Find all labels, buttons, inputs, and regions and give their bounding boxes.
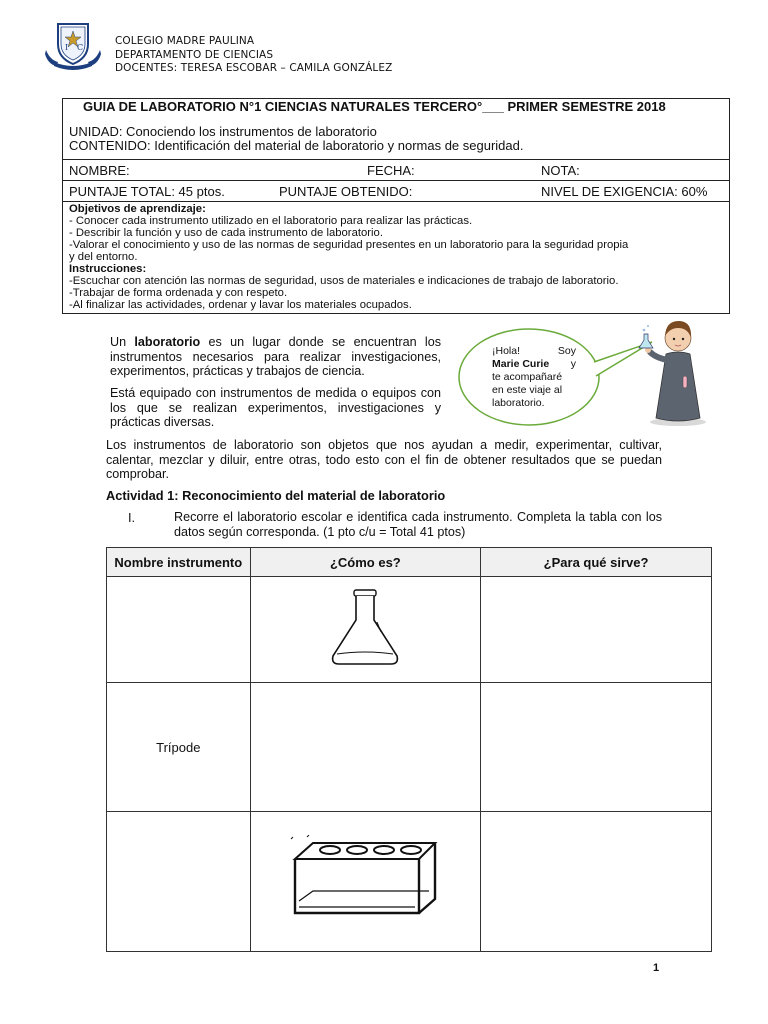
objectives-title: Objetivos de aprendizaje: — [69, 203, 206, 215]
header-purpose: ¿Para qué sirve? — [481, 548, 712, 577]
total-score: PUNTAJE TOTAL: 45 ptos. — [69, 184, 225, 199]
instructions-title: Instrucciones: — [69, 263, 147, 275]
table-row — [107, 812, 712, 952]
instrument-use-cell[interactable] — [481, 812, 712, 952]
bubble-soy: Soy — [557, 345, 576, 357]
bubble-name: Marie Curie — [492, 358, 550, 370]
objective-item: y del entorno. — [69, 251, 138, 263]
guide-header-box — [62, 98, 730, 314]
instrument-image-cell — [250, 683, 481, 812]
intro-paragraph-1: Un laboratorio es un lugar donde se encuentran los instrumentos necesarios para realizar investigaciones, experimentos, prácticas y trabajos de ciencia. — [110, 335, 441, 378]
instrument-name-cell[interactable] — [107, 812, 251, 952]
test-tube-rack-image — [250, 812, 481, 952]
guide-title: GUIA DE LABORATORIO N°1 CIENCIAS NATURALES TERCERO°___ PRIMER SEMESTRE 2018 — [83, 99, 666, 114]
header-name: Nombre instrumento — [107, 548, 251, 577]
school-name: COLEGIO MADRE PAULINA — [115, 35, 255, 47]
grade-field[interactable]: NOTA: — [541, 163, 580, 178]
objective-item: - Conocer cada instrumento utilizado en el laboratorio para realizar las prácticas. — [69, 215, 473, 227]
bubble-line-5: laboratorio. — [492, 397, 545, 409]
obtained-score-field[interactable]: PUNTAJE OBTENIDO: — [279, 184, 413, 199]
instruments-table — [106, 547, 712, 952]
page-number: 1 — [653, 962, 660, 974]
name-field[interactable]: NOMBRE: — [69, 163, 130, 178]
instrument-use-cell[interactable] — [481, 577, 712, 683]
instrument-name-cell[interactable] — [107, 577, 251, 683]
date-field[interactable]: FECHA: — [367, 163, 415, 178]
activity-title: Actividad 1: Reconocimiento del material de laboratorio — [106, 488, 446, 503]
logo-letter-i: I — [65, 43, 69, 52]
activity-instruction: Recorre el laboratorio escolar e identifica cada instrumento. Completa la tabla con los datos según corresponda. (1 pto c/u = Total 41 ptos) — [174, 510, 662, 539]
activity-numeral: I. — [128, 510, 136, 525]
instrument-name-cell[interactable]: Trípode — [107, 683, 251, 812]
table-row — [107, 683, 712, 812]
requirement-level: NIVEL DE EXIGENCIA: 60% — [541, 184, 708, 199]
intro-paragraph-3: Los instrumentos de laboratorio son objetos que nos ayudan a medir, experimentar, cultivar, calentar, mezclar y diluir, entre otras, todo esto con el fin de obtener resultados que se puedan comprobar. — [106, 438, 662, 481]
bubble-hello: ¡Hola! — [492, 345, 521, 357]
intro-paragraph-2: Está equipado con instrumentos de medida o equipos con los que se realizan experimentos, investigaciones y prácticas diversas. — [110, 386, 441, 429]
instrument-use-cell[interactable] — [481, 683, 712, 812]
department-name: DEPARTAMENTO DE CIENCIAS — [115, 48, 274, 61]
bubble-y: y — [570, 358, 576, 370]
objective-item: - Describir la función y uso de cada instrumento de laboratorio. — [69, 227, 383, 239]
marie-curie-illustration — [630, 312, 720, 427]
teachers-line: DOCENTES: TERESA ESCOBAR – CAMILA GONZÁLEZ — [115, 62, 393, 74]
instruction-item: -Al finalizar las actividades, ordenar y lavar los materiales ocupados. — [69, 299, 412, 311]
bubble-line-4: en este viaje al — [492, 384, 563, 396]
unit-line: UNIDAD: Conociendo los instrumentos de laboratorio — [69, 124, 377, 139]
logo-letter-c: C — [77, 43, 84, 52]
table-row — [107, 577, 712, 683]
content-line: CONTENIDO: Identificación del material de laboratorio y normas de seguridad. — [69, 138, 524, 153]
school-logo — [44, 20, 102, 70]
instruction-item: -Escuchar con atención las normas de seguridad, usos de materiales e indicaciones de trabajo de laboratorio. — [69, 275, 619, 287]
bubble-line-3: te acompañaré — [492, 371, 563, 383]
erlenmeyer-flask-image — [250, 577, 481, 683]
instruction-item: -Trabajar de forma ordenada y con respeto. — [69, 287, 288, 299]
header-appearance: ¿Cómo es? — [250, 548, 481, 577]
objective-item: -Valorar el conocimiento y uso de las normas de seguridad presentes en un laboratorio para la seguridad propia — [69, 239, 629, 251]
